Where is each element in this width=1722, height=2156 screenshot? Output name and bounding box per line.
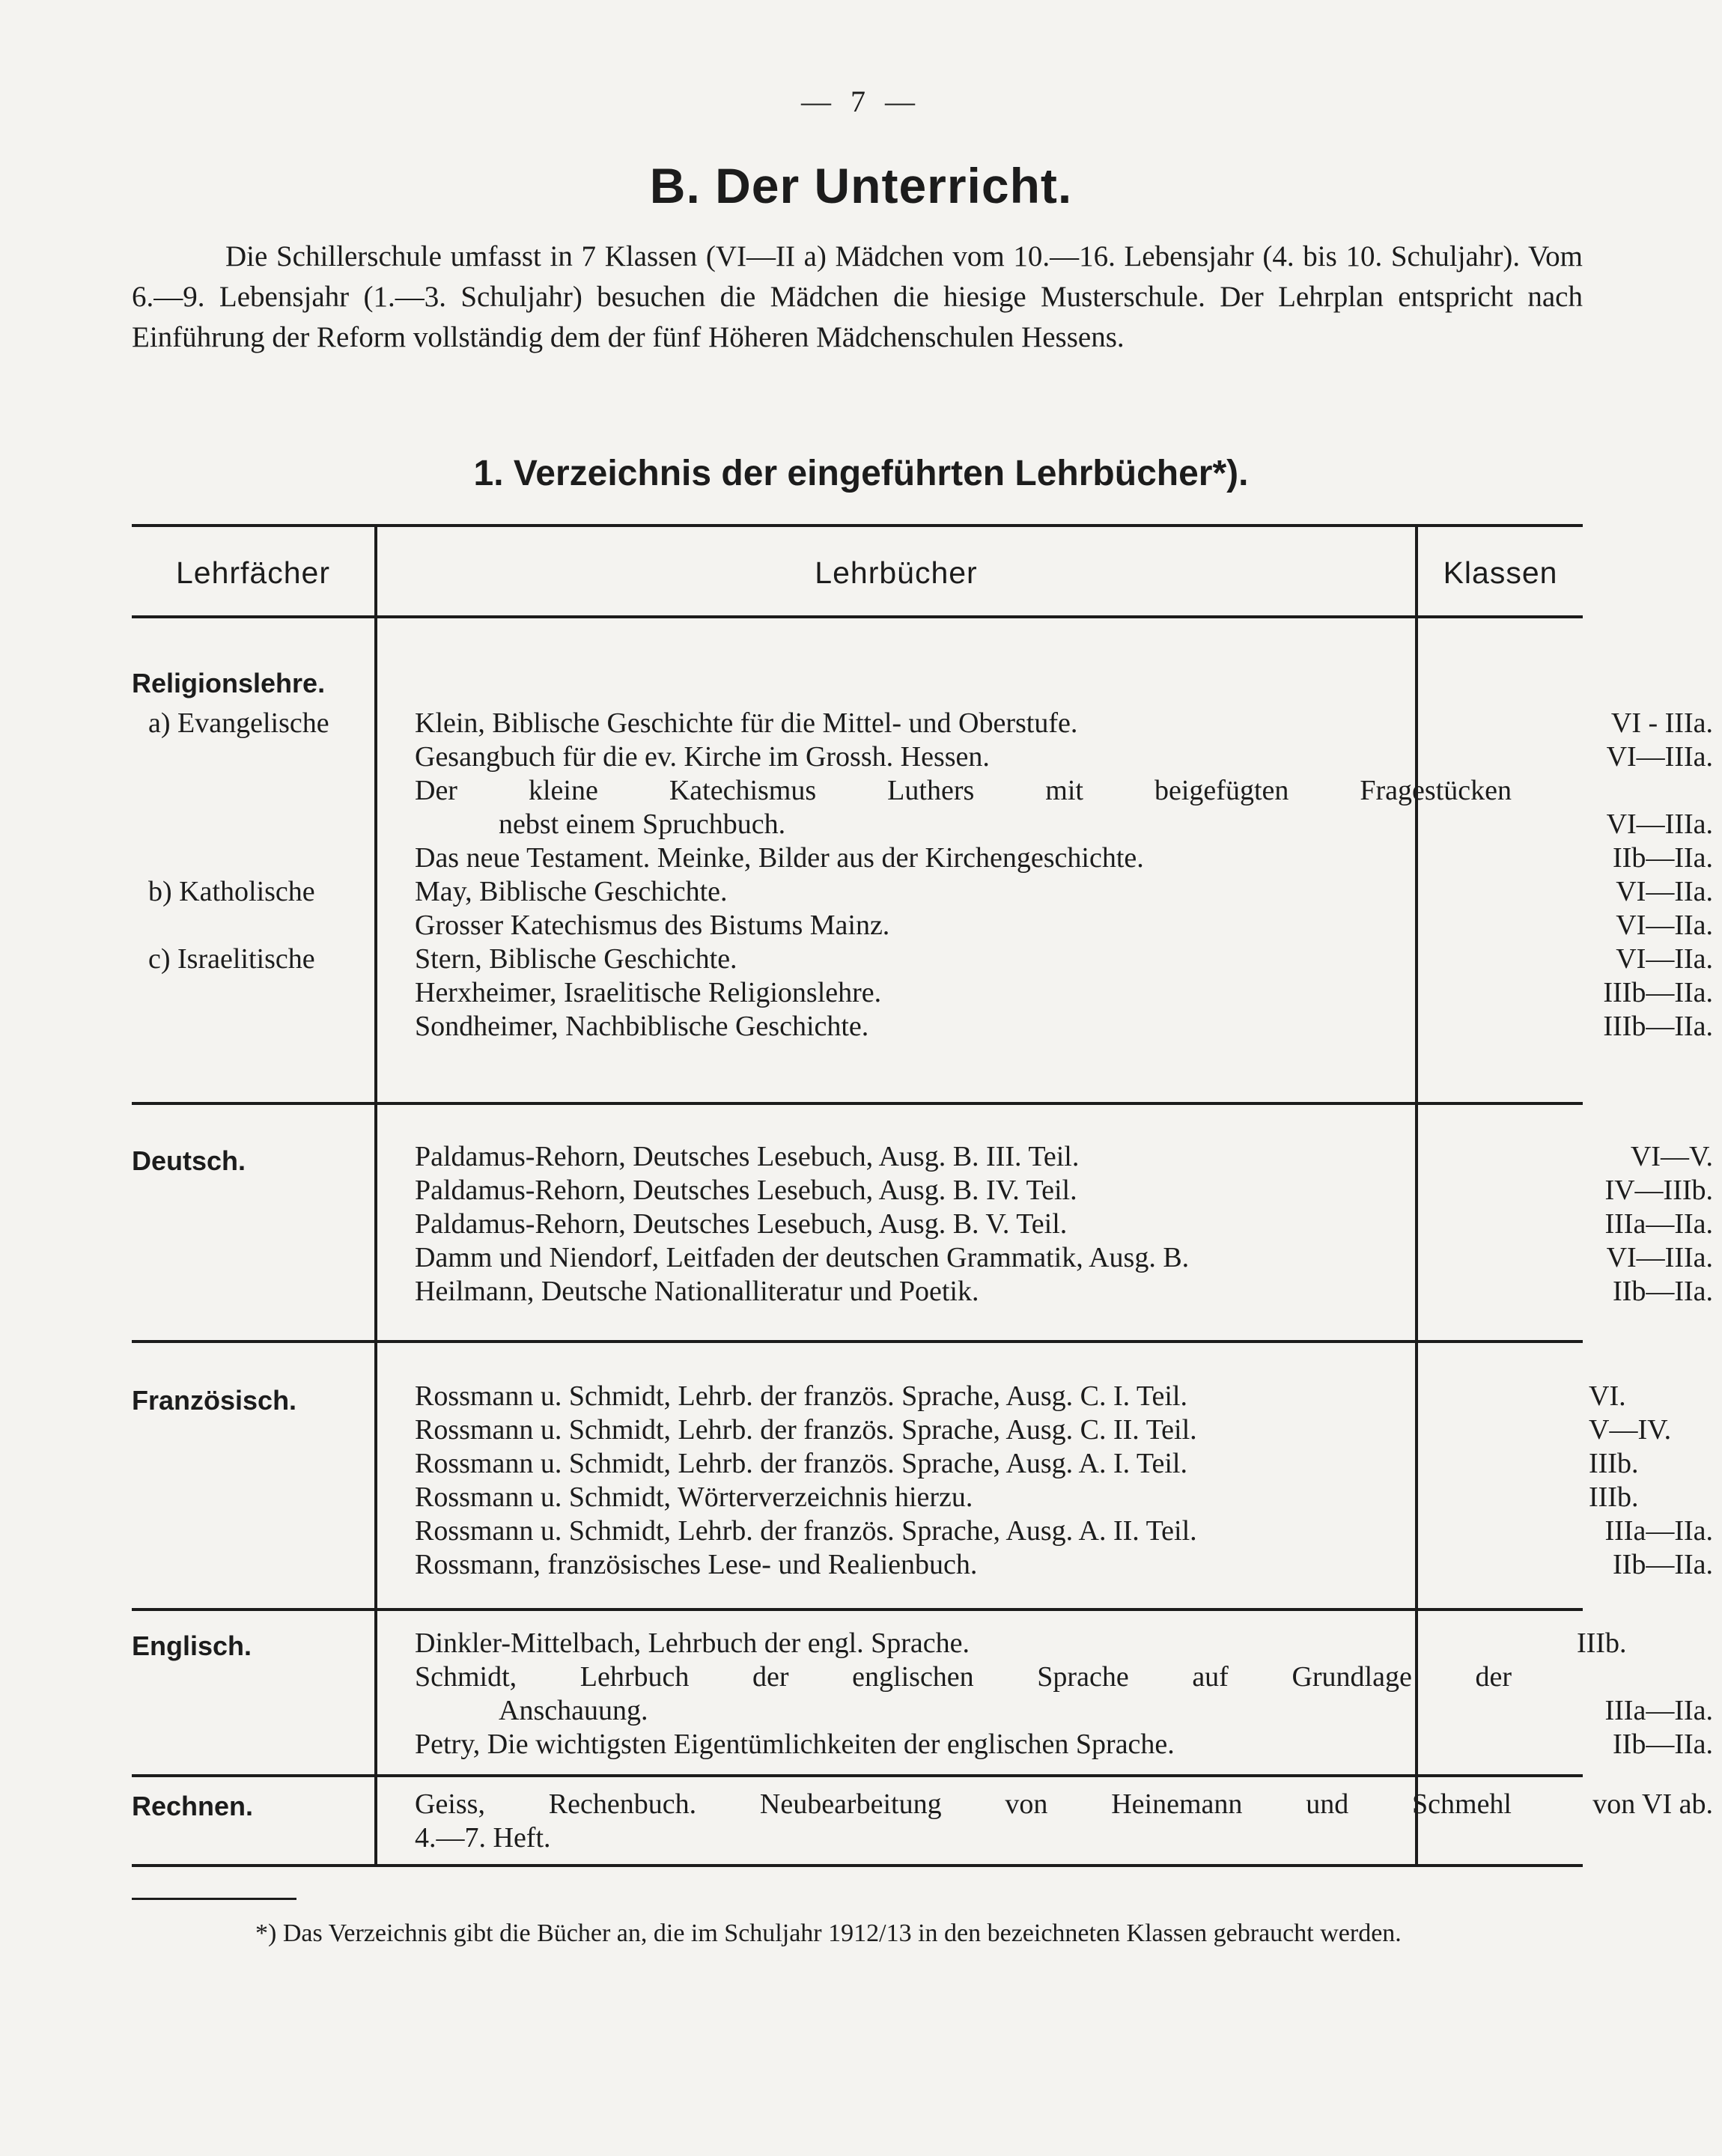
row-divider — [132, 1340, 1583, 1343]
class-range: IIIa—IIa. — [1604, 1695, 1713, 1726]
row-divider — [132, 1774, 1583, 1777]
class-range: IIIb—IIa. — [1603, 977, 1713, 1008]
book-title: Rossmann, französisches Lese- und Realienbuch. — [415, 1549, 978, 1580]
book-title: Gesangbuch für die ev. Kirche im Grossh. Hessen. — [415, 741, 990, 773]
class-range: VI. — [1589, 1380, 1626, 1412]
book-title: Sondheimer, Nachbiblische Geschichte. — [415, 1011, 869, 1042]
subject-religion: Religionslehre. — [132, 668, 326, 698]
class-range: VI—IIIa. — [1606, 808, 1713, 840]
book-title: Paldamus-Rehorn, Deutsches Lesebuch, Ausg. B. V. Teil. — [415, 1208, 1068, 1240]
class-range: IIb—IIa. — [1613, 1276, 1713, 1307]
book-title: Grosser Katechismus des Bistums Mainz. — [415, 910, 890, 941]
row-divider — [132, 1102, 1583, 1105]
class-range: von VI ab. — [1592, 1788, 1713, 1820]
book-title-line: Der kleine Katechismus Luthers mit beigefügten Fragestücken — [415, 775, 1512, 806]
book-title: Rossmann u. Schmidt, Wörterverzeichnis hierzu. — [415, 1482, 973, 1513]
column-divider — [374, 526, 377, 1866]
class-range: VI—IIIa. — [1606, 1242, 1713, 1273]
book-title: Paldamus-Rehorn, Deutsches Lesebuch, Ausg. B. III. Teil. — [415, 1141, 1080, 1172]
class-range: IIIa—IIa. — [1604, 1515, 1713, 1547]
group-israelitisch: c) Israelitische — [148, 943, 315, 975]
class-range: IIb—IIa. — [1613, 842, 1713, 874]
header-bottom-rule — [132, 615, 1583, 618]
book-title — [415, 1660, 1512, 1728]
book-title: Klein, Biblische Geschichte für die Mittel- und Oberstufe. — [415, 707, 1078, 739]
class-range: VI—IIa. — [1616, 910, 1713, 941]
group-evangelisch: a) Evangelische — [148, 707, 329, 739]
book-title: Paldamus-Rehorn, Deutsches Lesebuch, Ausg. B. IV. Teil. — [415, 1175, 1077, 1206]
book-title: Rossmann u. Schmidt, Lehrb. der französ. Sprache, Ausg. A. I. Teil. — [415, 1448, 1187, 1479]
subject-englisch: Englisch. — [132, 1630, 252, 1661]
class-range: VI - IIIa. — [1610, 707, 1713, 739]
table-top-rule — [132, 524, 1583, 527]
book-title-line: Schmidt, Lehrbuch der englischen Sprache auf Grundlage der — [415, 1661, 1512, 1693]
book-title-continuation: nebst einem Spruchbuch. — [499, 808, 786, 840]
book-title: Heilmann, Deutsche Nationalliteratur und Poetik. — [415, 1276, 979, 1307]
class-range: IIIa—IIa. — [1604, 1208, 1713, 1240]
book-title: Rossmann u. Schmidt, Lehrb. der französ. Sprache, Ausg. C. I. Teil. — [415, 1380, 1187, 1412]
subject-deutsch: Deutsch. — [132, 1145, 246, 1176]
header-subjects: Lehrfächer — [175, 555, 330, 590]
intro-paragraph: Die Schillerschule umfasst in 7 Klassen (VI—II a) Mädchen vom 10.—16. Lebensjahr (4. bis 10. Schuljahr). Vom 6.—9. Lebensjahr (1.—3. Schuljahr) besuchen die Mädchen die hiesige Musterschule. Der Lehrplan entspricht nach Einführung der Reform vollständig dem der fünf Höheren Mädchenschulen Hessens. — [132, 240, 1583, 353]
subject-rechnen: Rechnen. — [132, 1791, 254, 1821]
section-title: B. Der Unterricht. — [649, 158, 1073, 213]
class-range: IIb—IIa. — [1613, 1729, 1713, 1760]
subject-franzoesisch: Französisch. — [132, 1385, 297, 1416]
table-bottom-rule — [132, 1864, 1583, 1867]
footnote-rule — [132, 1898, 296, 1900]
book-title: Herxheimer, Israelitische Religionslehre. — [415, 977, 882, 1008]
class-range: VI—IIIa. — [1606, 741, 1713, 773]
class-range: VI—IIa. — [1616, 876, 1713, 907]
header-classes: Klassen — [1443, 555, 1558, 590]
row-divider — [132, 1608, 1583, 1611]
class-range: VI—V. — [1630, 1141, 1713, 1172]
book-title: Rossmann u. Schmidt, Lehrb. der französ. Sprache, Ausg. C. II. Teil. — [415, 1414, 1197, 1446]
book-title-line: Geiss, Rechenbuch. Neubearbeitung von Heinemann und Schmehl — [415, 1788, 1512, 1820]
book-title: Petry, Die wichtigsten Eigentümlichkeiten der englischen Sprache. — [415, 1729, 1175, 1760]
book-title: May, Biblische Geschichte. — [415, 876, 728, 907]
class-range: IV—IIIb. — [1604, 1175, 1713, 1206]
book-title: Rossmann u. Schmidt, Lehrb. der französ. Sprache, Ausg. A. II. Teil. — [415, 1515, 1197, 1547]
book-title: Damm und Niendorf, Leitfaden der deutschen Grammatik, Ausg. B. — [415, 1242, 1190, 1273]
class-range: IIIb. — [1577, 1627, 1627, 1659]
book-title — [415, 1788, 1512, 1855]
book-title-continuation: 4.—7. Heft. — [415, 1822, 551, 1854]
class-range: IIIb. — [1589, 1448, 1639, 1479]
book-title: Stern, Biblische Geschichte. — [415, 943, 737, 975]
class-range: IIb—IIa. — [1613, 1549, 1713, 1580]
class-range: IIIb—IIa. — [1603, 1011, 1713, 1042]
footnote: *) Das Verzeichnis gibt die Bücher an, die im Schuljahr 1912/13 in den bezeichneten Klassen gebraucht werden. — [255, 1919, 1402, 1947]
book-title-continuation: Anschauung. — [499, 1695, 648, 1726]
table-title: 1. Verzeichnis der eingeführten Lehrbücher*). — [473, 454, 1249, 493]
book-title: Dinkler-Mittelbach, Lehrbuch der engl. Sprache. — [415, 1627, 970, 1659]
class-range: VI—IIa. — [1616, 943, 1713, 975]
page-number: — 7 — — [801, 85, 921, 118]
book-title — [415, 774, 1512, 841]
class-range: V—IV. — [1589, 1414, 1672, 1446]
class-range: IIIb. — [1589, 1482, 1639, 1513]
book-title: Das neue Testament. Meinke, Bilder aus der Kirchengeschichte. — [415, 842, 1144, 874]
header-books: Lehrbücher — [815, 555, 978, 590]
group-katholisch: b) Katholische — [148, 876, 315, 907]
